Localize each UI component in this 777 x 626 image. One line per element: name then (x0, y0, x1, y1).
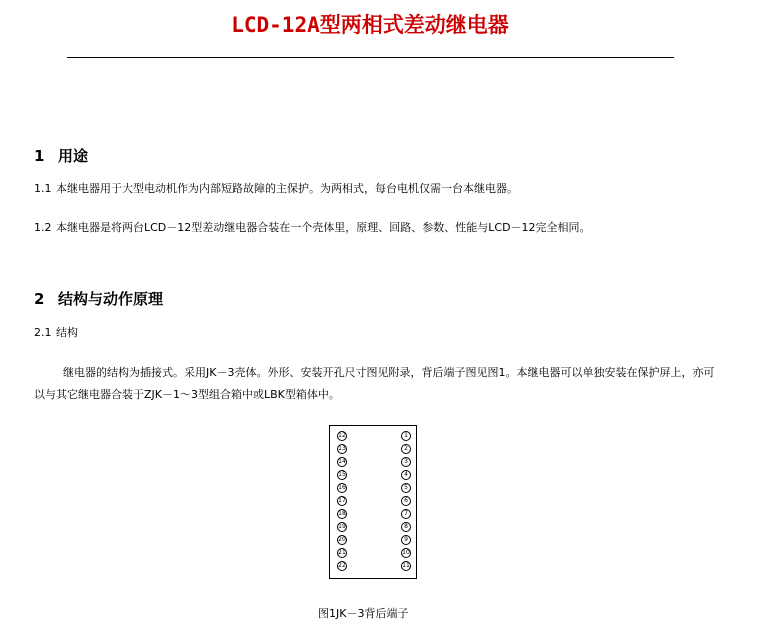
paragraph-number: 1.1 (34, 182, 52, 195)
terminal-left-19: 19 (338, 523, 346, 530)
section-number: 1 (34, 147, 45, 165)
terminal-right-9: 9 (401, 535, 411, 545)
section-number: 2 (34, 290, 45, 308)
terminal-left-22: 22 (338, 562, 346, 569)
page-title: LCD-12A型两相式差动继电器 (231, 13, 509, 37)
terminal-right-11: 11 (402, 562, 410, 569)
terminal-right-3: 3 (401, 457, 411, 467)
rear-terminal-diagram (329, 425, 417, 579)
terminal-left-13: 13 (338, 445, 346, 452)
terminal-right-8: 8 (401, 522, 411, 532)
paragraph-1-1 (34, 182, 518, 196)
figure-caption: 图1JK－3背后端子 (318, 607, 409, 620)
terminal-left-17: 17 (338, 497, 346, 504)
subsection-heading-2-1 (34, 326, 78, 340)
terminal-right-2: 2 (401, 444, 411, 454)
section-title: 结构与动作原理 (58, 290, 164, 308)
terminal-right-4: 4 (401, 470, 411, 480)
terminal-left-16: 16 (338, 484, 346, 491)
section-heading-structure (34, 288, 163, 309)
terminal-left-12: 12 (338, 432, 346, 439)
paragraph-number: 1.2 (34, 221, 52, 234)
paragraph-1-2 (34, 221, 591, 235)
terminal-left-21: 21 (338, 549, 346, 556)
title-divider (67, 57, 674, 58)
terminal-right-1: 1 (401, 431, 411, 441)
subsection-number: 2.1 (34, 326, 52, 339)
paragraph-text: 本继电器用于大型电动机作为内部短路故障的主保护。为两相式，每台电机仅需一台本继电器。 (56, 182, 518, 195)
paragraph-text: 本继电器是将两台LCD－12型差动继电器合装在一个壳体里，原理、回路、参数、性能与LCD－12完全相同。 (56, 221, 591, 234)
terminal-right-10: 10 (402, 549, 410, 556)
terminal-right-6: 6 (401, 496, 411, 506)
subsection-title: 结构 (56, 326, 78, 339)
terminal-left-20: 20 (338, 536, 346, 543)
terminal-left-15: 15 (338, 471, 346, 478)
section-heading-usage (34, 145, 88, 166)
terminal-left-14: 14 (338, 458, 346, 465)
terminal-left-18: 18 (338, 510, 346, 517)
terminal-right-7: 7 (401, 509, 411, 519)
structure-description: 继电器的结构为插接式。采用JK－3壳体。外形、安装开孔尺寸图见附录，背后端子图见图1。本继电器可以单独安装在保护屏上，亦可以与其它继电器合装于ZJK－1～3型组合箱中或LBK型箱体中。 (34, 366, 715, 401)
section-title: 用途 (58, 147, 89, 165)
terminal-right-5: 5 (401, 483, 411, 493)
